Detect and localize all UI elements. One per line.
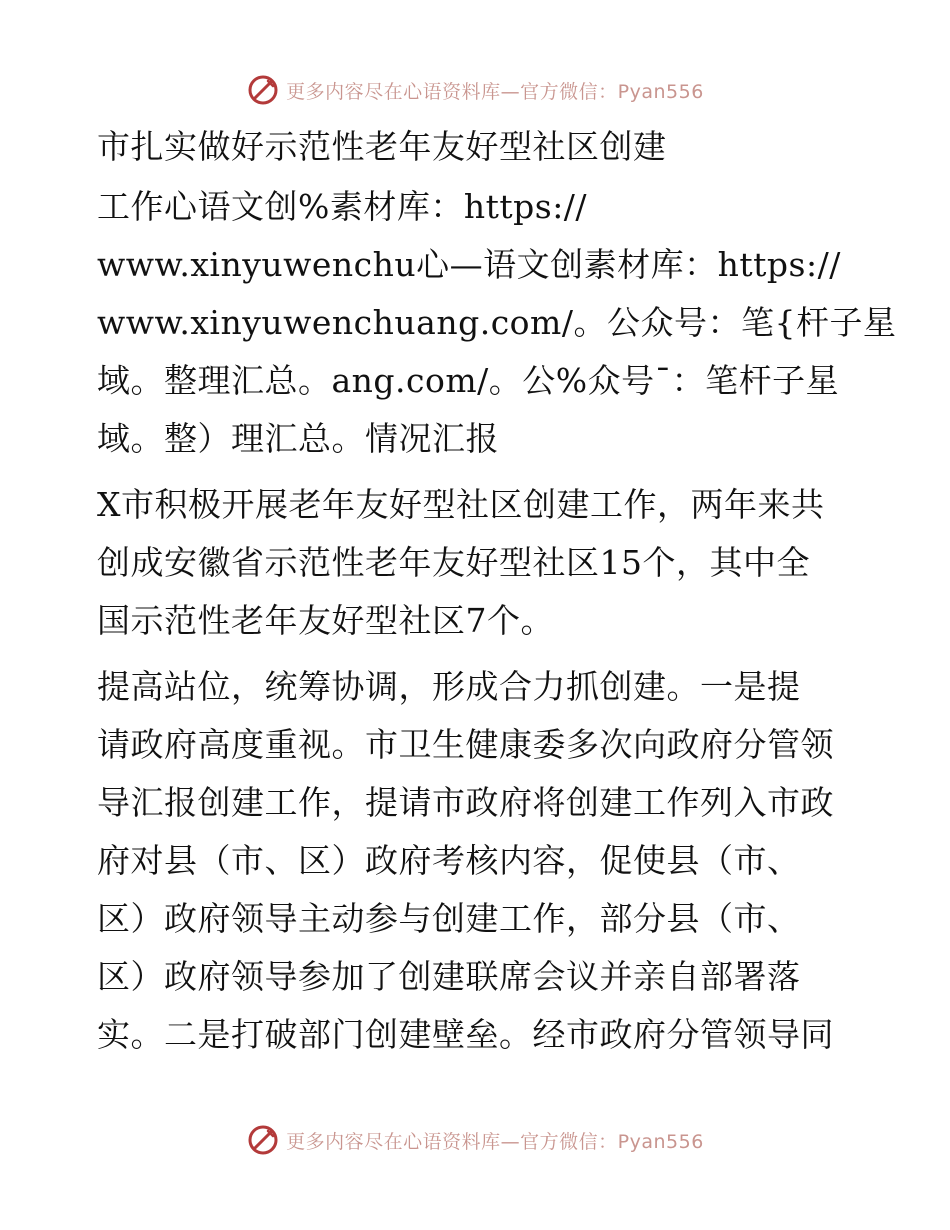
title-line-1: 市扎实做好示范性老年友好型社区创建 bbox=[97, 127, 667, 166]
text-line: 域。整）理汇总。情况汇报 bbox=[97, 419, 499, 458]
paragraph-2-line: 实。二是打破部门创建壁垒。经市政府分管领导同 bbox=[97, 1015, 834, 1054]
paragraph-2-line: 区）政府领导参加了创建联席会议并亲自部署落 bbox=[97, 957, 801, 996]
paragraph-1-line: 创成安徽省示范性老年友好型社区15个，其中全 bbox=[97, 543, 810, 582]
watermark-text: 更多内容尽在心语资料库—官方微信：Pyan556 bbox=[286, 1130, 704, 1153]
text-line: www.xinyuwenchuang.com/。公众号：笔{杆子星 bbox=[97, 303, 897, 342]
text-line: www.xinyuwenchu心—语文创素材库：https:// bbox=[97, 245, 841, 284]
paragraph-2-line: 提高站位，统筹协调，形成合力抓创建。一是提 bbox=[97, 667, 801, 706]
paragraph-2-line: 府对县（市、区）政府考核内容，促使县（市、 bbox=[97, 841, 801, 880]
watermark-logo-icon bbox=[246, 1123, 280, 1157]
paragraph-1-line: 国示范性老年友好型社区7个。 bbox=[97, 601, 554, 640]
paragraph-2-line: 区）政府领导主动参与创建工作，部分县（市、 bbox=[97, 899, 801, 938]
title-line-2: 工作心语文创%素材库：https:// bbox=[97, 187, 588, 226]
watermark-banner-top bbox=[0, 70, 950, 110]
document-body bbox=[97, 118, 897, 1064]
watermark-logo-icon bbox=[246, 73, 280, 107]
watermark-text: 更多内容尽在心语资料库—官方微信：Pyan556 bbox=[286, 80, 704, 103]
paragraph-2-line: 请政府高度重视。市卫生健康委多次向政府分管领 bbox=[97, 725, 834, 764]
paragraph-2-line: 导汇报创建工作，提请市政府将创建工作列入市政 bbox=[97, 783, 834, 822]
watermark-banner-bottom bbox=[0, 1120, 950, 1160]
text-line: 域。整理汇总。ang.com/。公%众号¯：笔杆子星 bbox=[97, 361, 840, 400]
paragraph-1-line: X市积极开展老年友好型社区创建工作，两年来共 bbox=[97, 485, 825, 524]
